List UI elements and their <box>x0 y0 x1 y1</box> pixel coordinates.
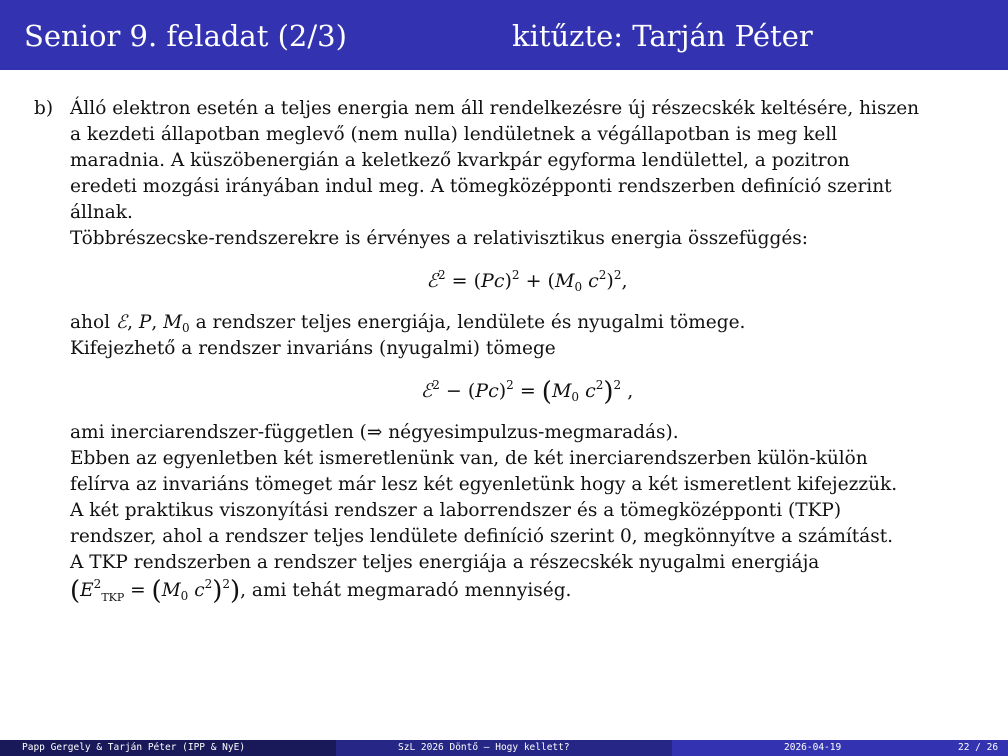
text-line: rendszer, ahol a rendszer teljes lendülete definíció szerint 0, megkönnyítve a számítást. <box>70 526 894 547</box>
text-line: A TKP rendszerben a rendszer teljes energiája a részecskék nyugalmi energiája <box>70 552 820 573</box>
paragraph-explanation <box>70 420 984 606</box>
paragraph-intro <box>70 96 984 252</box>
text-line: állnak. <box>70 202 133 223</box>
tkp-energy-line: ($E^2_{TKP} = (M_0$ $c^2)^2$), ami tehát megmaradó mennyiség. <box>70 576 572 606</box>
text-ahol: ahol <box>70 312 110 333</box>
slide-content <box>34 96 984 606</box>
slide-title: Senior 9. feladat (2/3) <box>24 19 347 53</box>
text-line: Ebben az egyenletben két ismeretlenünk van, de két inerciarendszerben külön-külön <box>70 448 868 469</box>
slide-header <box>0 0 1008 70</box>
text-line: Többrészecske-rendszerekre is érvényes a relativisztikus energia összefüggés: <box>70 228 809 249</box>
paragraph-definitions: ahol ℰ, P, $M_0$ a rendszer teljes energiája, lendülete és nyugalmi tömege. Kifejezhető a rendszer invariáns (nyugalmi) tömege <box>70 310 984 362</box>
text-line: Kifejezhető a rendszer invariáns (nyugalmi) tömege <box>70 338 556 359</box>
text-line: eredeti mozgási irányában indul meg. A tömegközépponti rendszerben definíció szerint <box>70 176 892 197</box>
text-line: A két praktikus viszonyítási rendszer a laborrendszer és a tömegközépponti (TKP) <box>70 500 842 521</box>
text-line: a kezdeti állapotban meglevő (nem nulla) lendületnek a végállapotban is meg kell <box>70 124 838 145</box>
invariant-mass-equation: ℰ$^2$ − $(Pc)^2 = (M_0$ $c^2)^2$ , <box>420 377 634 407</box>
footer-date: 2026-04-19 <box>784 742 842 753</box>
definition-text: a rendszer teljes energiája, lendülete és nyugalmi tömege. <box>195 312 746 333</box>
tkp-conserved-text: , ami tehát megmaradó mennyiség. <box>240 580 572 601</box>
text-line: felírva az invariáns tömeget már lesz két egyenletünk hogy a két ismeretlent kifejezzük. <box>70 474 898 495</box>
footer-authors: Papp Gergely & Tarján Péter (IPP & NyE) <box>22 742 246 753</box>
text-line: ami inerciarendszer-független (⇒ négyesimpulzus-megmaradás). <box>70 422 679 443</box>
slide-footer <box>0 740 1008 756</box>
problem-setter: kitűzte: Tarján Péter <box>512 19 813 53</box>
energy-momentum-equation: ℰ$^2$ = $(Pc)^2 + (M_0$ $c^2)^2$, <box>426 268 628 294</box>
text-line: maradnia. A küszöbenergián a keletkező kvarkpár egyforma lendülettel, a pozitron <box>70 150 850 171</box>
item-label: b) <box>34 98 54 119</box>
footer-page-number: 22 / 26 <box>958 742 999 753</box>
text-line: Álló elektron esetén a teljes energia nem áll rendelkezésre új részecskék keltésére, hiszen <box>70 98 920 119</box>
footer-event: SzL 2026 Döntő – Hogy kellett? <box>398 742 570 753</box>
